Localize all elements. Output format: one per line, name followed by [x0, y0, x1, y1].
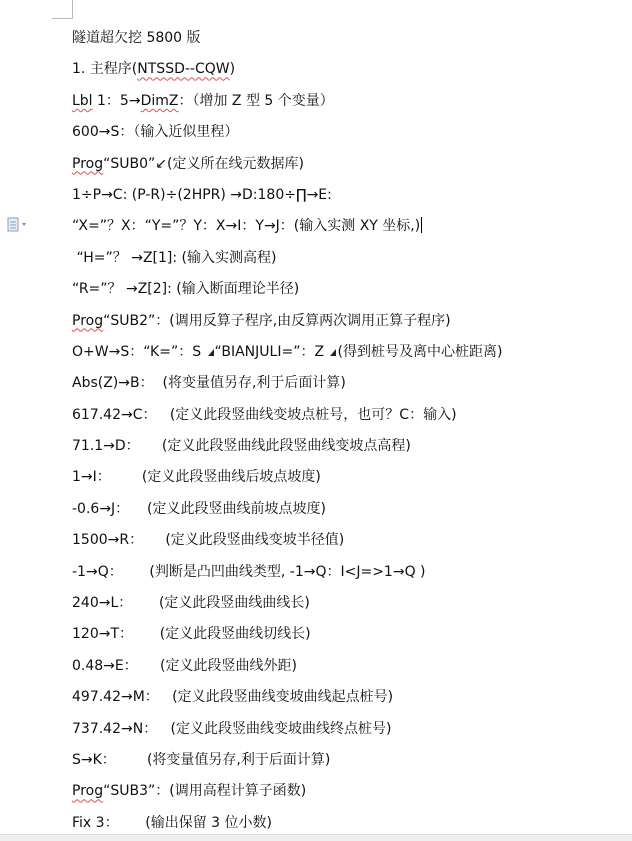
line-7: “H=”？ →Z[1]: (输入实测高程) [72, 249, 277, 266]
document-title: 隧道超欠挖 5800 版 [72, 30, 201, 46]
text-cursor [421, 217, 422, 233]
line-13: 71.1→D： (定义此段竖曲线此段竖曲线变坡点高程) [72, 438, 411, 455]
line-9: Prog“SUB2”：(调用反算子程序,由反算两次调用正算子程序) [72, 312, 451, 329]
line-6[interactable]: “X=”？X：“Y=”？Y：X→I：Y→J：(输入实测 XY 坐标,) [72, 218, 421, 235]
line-21: 497.42→M： (定义此段竖曲线变坡曲线起点桩号) [72, 689, 394, 706]
line-11: Abs(Z)→B： (将变量值另存,利于后面计算) [72, 375, 346, 392]
line-2: Lbl 1：5→DimZ：（增加 Z 型 5 个变量） [72, 92, 334, 109]
line-22: 737.42→N： (定义此段竖曲线变坡曲线终点桩号) [72, 720, 392, 737]
document-icon[interactable] [6, 217, 36, 233]
line-14: 1→I： (定义此段竖曲线后坡点坡度) [72, 469, 321, 486]
line-1: 1. 主程序(NTSSD--CQW) [72, 61, 236, 78]
line-3: 600→S：（输入近似里程） [72, 124, 239, 141]
line-23: S→K： (将变量值另存,利于后面计算) [72, 751, 331, 768]
line-8: “R=”？ →Z[2]: (输入断面理论半径) [72, 281, 300, 298]
line-19: 120→T： (定义此段竖曲线切线长) [72, 626, 311, 643]
display-mark-icon [330, 349, 336, 356]
line-25: Fix 3： (输出保留 3 位小数) [72, 814, 272, 831]
line-4: Prog“SUB0”↙(定义所在线元数据库) [72, 155, 304, 172]
page-bottom-edge [0, 834, 632, 841]
line-18: 240→L： (定义此段竖曲线曲线长) [72, 595, 310, 612]
page-corner-mark [52, 0, 73, 19]
display-mark-icon [208, 349, 214, 356]
line-20: 0.48→E： (定义此段竖曲线外距) [72, 657, 297, 674]
line-16: 1500→R： (定义此段竖曲线变坡半径值) [72, 532, 345, 549]
line-15: -0.6→J： (定义此段竖曲线前坡点坡度) [72, 500, 326, 517]
line-5: 1÷P→C: (P-R)÷(2HPR) →D:180÷∏→E: [72, 186, 332, 203]
line-24: Prog“SUB3”：(调用高程计算子函数) [72, 783, 307, 800]
line-17: -1→Q： (判断是凸凹曲线类型, -1→Q：I<J=>1→Q ) [72, 563, 426, 580]
document-text [72, 26, 622, 841]
line-12: 617.42→C： (定义此段竖曲线变坡点桩号，也可？C：输入) [72, 406, 457, 423]
line-10: O+W→S：“K=”：S “BIANJULI=”：Z (得到桩号及离中心桩距离) [72, 343, 503, 360]
